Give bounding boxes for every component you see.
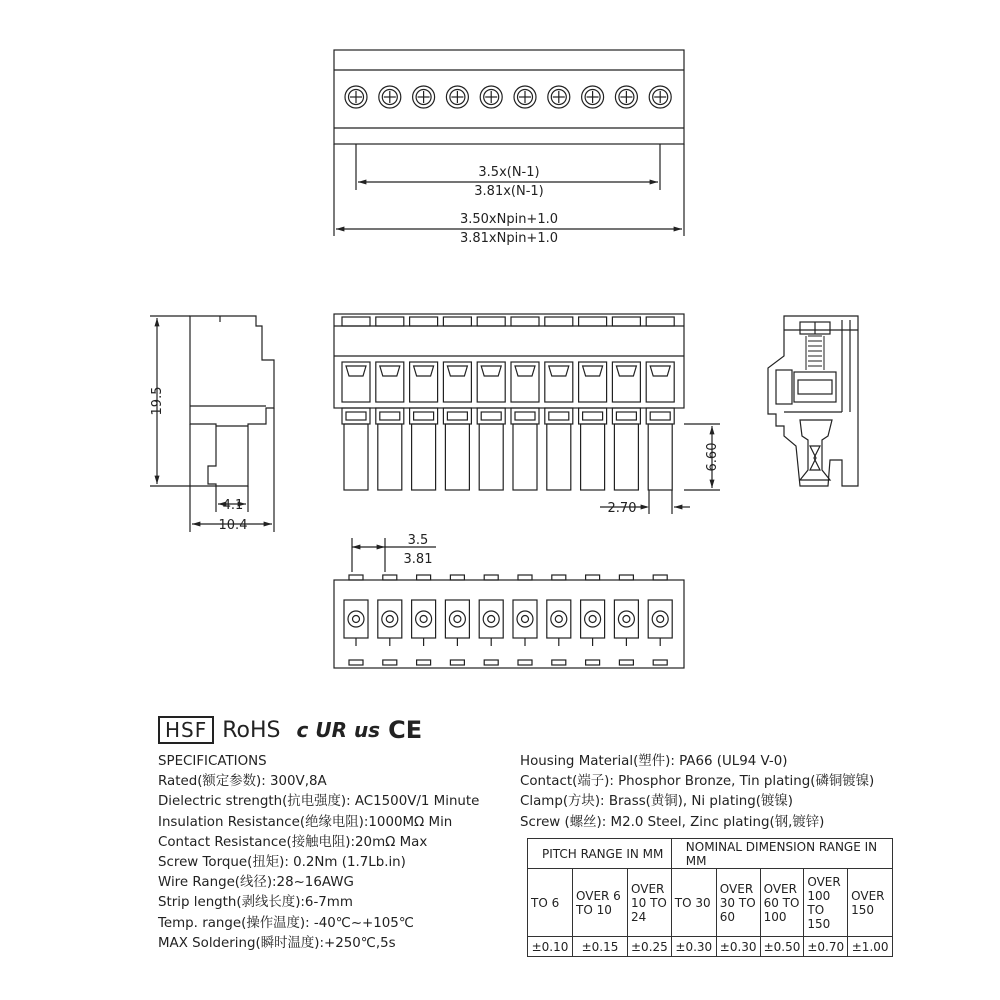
- pin-offset-label: 2.70: [607, 501, 637, 516]
- spec-contact-resistance: Contact Resistance(接触电阻):20mΩ Max: [158, 834, 428, 850]
- tolerance-cell: ±0.30: [671, 937, 716, 957]
- front-view: [334, 314, 684, 490]
- nominal-range-header: NOMINAL DIMENSION RANGE IN MM: [671, 839, 892, 869]
- range-cell: OVER 10 TO 24: [628, 869, 672, 937]
- spec-dielectric: Dielectric strength(抗电强度): AC1500V/1 Minute: [158, 794, 480, 810]
- section-view: [768, 316, 858, 486]
- screw-head: [514, 86, 536, 108]
- spec-strip-length: Strip length(剥线长度):6-7mm: [158, 895, 353, 911]
- pin-cell: [378, 575, 402, 665]
- wire-entry: [545, 317, 573, 490]
- wire-entry: [579, 317, 607, 490]
- spec-torque: Screw Torque(扭矩): 0.2Nm (1.7Lb.in): [158, 855, 406, 871]
- wire-entry: [511, 317, 539, 490]
- wire-entry: [376, 317, 404, 490]
- pin-cell: [445, 575, 469, 665]
- specs-title: SPECIFICATIONS: [158, 754, 267, 769]
- pin-cell: [513, 575, 537, 665]
- pitch-range-header: PITCH RANGE IN MM: [528, 839, 672, 869]
- wire-entry: [477, 317, 505, 490]
- pin-cell: [614, 575, 638, 665]
- top-view: [334, 50, 684, 144]
- wire-entry: [342, 317, 370, 490]
- material-screw: Screw (螺丝): M2.0 Steel, Zinc plating(钢,镀锌): [520, 814, 825, 830]
- spec-wire-range: Wire Range(线径):28~16AWG: [158, 875, 354, 891]
- spec-rated: Rated(额定参数): 300V,8A: [158, 774, 327, 790]
- top-dimensions: [334, 144, 684, 246]
- bottom-dimensions: [352, 533, 436, 572]
- tolerance-table: [527, 838, 893, 957]
- pitch-small-a: 3.5: [407, 533, 429, 548]
- tolerance-cell: ±1.00: [848, 937, 893, 957]
- wire-entry: [410, 317, 438, 490]
- tolerance-cell: ±0.70: [804, 937, 848, 957]
- front-dimensions: [600, 424, 720, 516]
- tolerance-cell: ±0.30: [716, 937, 760, 957]
- length-label-a: 3.50xNpin+1.0: [459, 212, 559, 227]
- side-label-a: 4.1: [222, 498, 244, 513]
- pitch-label-a: 3.5x(N-1): [478, 165, 540, 180]
- screw-head: [548, 86, 570, 108]
- pitch-label-b: 3.81x(N-1): [474, 184, 544, 199]
- height-label: 19.5: [150, 386, 165, 416]
- front-cells: [342, 317, 674, 490]
- tolerance-cell: ±0.10: [528, 937, 573, 957]
- spec-temperature: Temp. range(操作温度): -40℃~+105℃: [158, 915, 414, 931]
- material-contact: Contact(端子): Phosphor Bronze, Tin plating(磷铜镀镍): [520, 774, 875, 790]
- wire-entry: [443, 317, 471, 490]
- spec-insulation: Insulation Resistance(绝缘电阻):1000MΩ Min: [158, 814, 453, 830]
- range-cell: OVER 60 TO 100: [760, 869, 804, 937]
- side-view: [190, 316, 274, 486]
- wire-entry: [612, 317, 640, 490]
- screw-head: [615, 86, 637, 108]
- screw-head: [582, 86, 604, 108]
- spec-soldering: MAX Soldering(瞬时温度):+250℃,5s: [158, 935, 396, 951]
- length-label-b: 3.81xNpin+1.0: [459, 231, 559, 246]
- pin-cell: [648, 575, 672, 665]
- range-cell: TO 30: [671, 869, 716, 937]
- range-cell: OVER 100 TO 150: [804, 869, 848, 937]
- pin-height-label: 6.60: [705, 442, 720, 472]
- material-clamp: Clamp(方块): Brass(黄铜), Ni plating(镀镍): [520, 794, 794, 810]
- rohs-logo: RoHS: [222, 717, 281, 743]
- top-screws: [345, 86, 671, 108]
- tolerance-cell: ±0.15: [573, 937, 628, 957]
- materials: [520, 752, 874, 833]
- range-cell: OVER 150: [848, 869, 893, 937]
- screw-head: [480, 86, 502, 108]
- pin-cell: [547, 575, 571, 665]
- range-cell: TO 6: [528, 869, 573, 937]
- pitch-small-b: 3.81: [403, 552, 433, 567]
- bottom-cells: [344, 575, 672, 665]
- material-housing: Housing Material(塑件): PA66 (UL94 V-0): [520, 754, 788, 769]
- screw-head: [379, 86, 401, 108]
- screw-head: [649, 86, 671, 108]
- screw-head: [413, 86, 435, 108]
- specifications: [158, 752, 479, 954]
- pin-cell: [344, 575, 368, 665]
- pin-cell: [581, 575, 605, 665]
- bottom-view: [334, 575, 684, 668]
- screw-head: [345, 86, 367, 108]
- ul-recognized-logo: c UR us: [296, 718, 381, 742]
- pin-cell: [479, 575, 503, 665]
- certification-logos: [158, 714, 422, 746]
- wire-entry: [646, 317, 674, 490]
- range-cell: OVER 30 TO 60: [716, 869, 760, 937]
- pin-cell: [412, 575, 436, 665]
- tolerance-cell: ±0.25: [628, 937, 672, 957]
- ce-logo: CE: [388, 716, 423, 744]
- side-label-b: 10.4: [218, 518, 248, 533]
- tolerance-cell: ±0.50: [760, 937, 804, 957]
- screw-head: [446, 86, 468, 108]
- range-cell: OVER 6 TO 10: [573, 869, 628, 937]
- hsf-logo: HSF: [158, 716, 214, 744]
